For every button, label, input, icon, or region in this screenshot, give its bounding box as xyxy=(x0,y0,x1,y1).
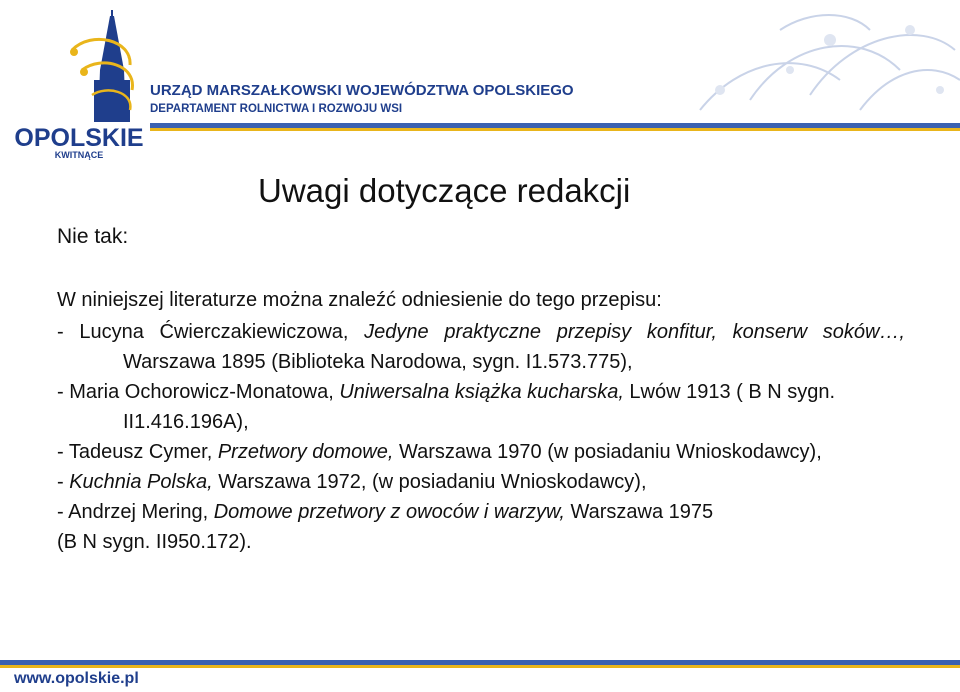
list-item: - Andrzej Mering, Domowe przetwory z owoców i warzyw, Warszawa 1975 xyxy=(57,501,714,523)
department-name: DEPARTAMENT ROLNICTWA I ROZWOJU WSI xyxy=(150,103,403,115)
list-item-continuation: (B N sygn. II950.172). xyxy=(57,531,252,553)
logo-text: OPOLSKIE xyxy=(14,124,144,152)
footer-divider-yellow xyxy=(0,665,960,668)
list-item: - Kuchnia Polska, Warszawa 1972, (w posiadaniu Wnioskodawcy), xyxy=(57,471,647,493)
header-divider-yellow xyxy=(150,128,960,131)
list-item: - Tadeusz Cymer, Przetwory domowe, Warszawa 1970 (w posiadaniu Wnioskodawcy), xyxy=(57,441,822,463)
section-label: Nie tak: xyxy=(57,225,129,248)
document-body xyxy=(57,285,905,557)
decorative-flourish xyxy=(660,0,960,120)
intro-text: W niniejszej literaturze można znaleźć odniesienie do tego przepisu: xyxy=(57,289,662,311)
list-item: - Maria Ochorowicz-Monatowa, Uniwersalna książka kucharska, Lwów 1913 ( B N sygn. II1.416.196A), xyxy=(57,381,836,433)
office-name: URZĄD MARSZAŁKOWSKI WOJEWÓDZTWA OPOLSKIEGO xyxy=(150,82,574,99)
list-item: - Lucyna Ćwierczakiewiczowa, Jedyne praktyczne przepisy konfitur, konserw soków…, Warszawa 1895 (Biblioteka Narodowa, sygn. I1.573.775), xyxy=(57,321,905,373)
logo-subtext: KWITNĄCE xyxy=(54,150,104,160)
page-title: Uwagi dotyczące redakcji xyxy=(258,172,631,209)
footer-url-link[interactable]: www.opolskie.pl xyxy=(14,670,139,687)
